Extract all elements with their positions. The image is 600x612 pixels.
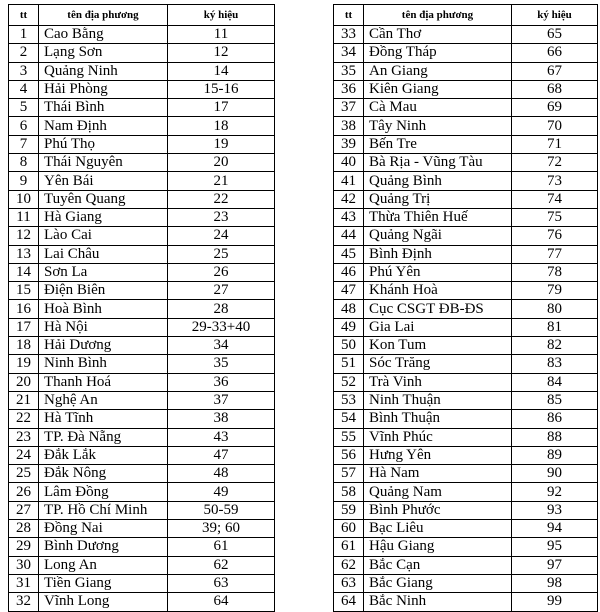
- province-name: Nam Định: [39, 117, 168, 135]
- plate-code: 38: [168, 410, 275, 428]
- plate-code: 77: [512, 245, 598, 263]
- province-name: Gia Lai: [364, 318, 512, 336]
- province-name: Cần Thơ: [364, 26, 512, 44]
- table-row: [334, 263, 598, 281]
- row-number: 4: [9, 80, 39, 98]
- plate-code: 78: [512, 263, 598, 281]
- plate-code: 48: [168, 465, 275, 483]
- province-name: Bắc Giang: [364, 574, 512, 592]
- row-number: 3: [9, 62, 39, 80]
- row-number: 45: [334, 245, 364, 263]
- row-number: 39: [334, 135, 364, 153]
- plate-code: 95: [512, 538, 598, 556]
- plate-code: 37: [168, 391, 275, 409]
- row-number: 62: [334, 556, 364, 574]
- plate-code: 72: [512, 154, 598, 172]
- row-number: 6: [9, 117, 39, 135]
- province-name: Long An: [39, 556, 168, 574]
- row-number: 5: [9, 99, 39, 117]
- table-row: [334, 26, 598, 44]
- province-name: Tiền Giang: [39, 574, 168, 592]
- province-name: Lào Cai: [39, 227, 168, 245]
- table-row: [9, 501, 275, 519]
- province-name: Thừa Thiên Huế: [364, 208, 512, 226]
- table-row: [9, 263, 275, 281]
- plate-code: 64: [168, 593, 275, 611]
- province-name: Phú Thọ: [39, 135, 168, 153]
- table-row: [9, 538, 275, 556]
- table-row: [9, 337, 275, 355]
- plate-code: 74: [512, 190, 598, 208]
- row-number: 15: [9, 282, 39, 300]
- row-number: 29: [9, 538, 39, 556]
- table-row: [9, 520, 275, 538]
- header-name: tên địa phương: [39, 5, 168, 26]
- row-number: 35: [334, 62, 364, 80]
- province-name: Tuyên Quang: [39, 190, 168, 208]
- table-row: [9, 154, 275, 172]
- row-number: 37: [334, 99, 364, 117]
- table-row: [334, 520, 598, 538]
- plate-code: 93: [512, 501, 598, 519]
- table-row: [334, 135, 598, 153]
- plate-code: 49: [168, 483, 275, 501]
- province-name: Lâm Đồng: [39, 483, 168, 501]
- row-number: 2: [9, 44, 39, 62]
- province-name: Bình Dương: [39, 538, 168, 556]
- plate-code: 84: [512, 373, 598, 391]
- plate-code: 83: [512, 355, 598, 373]
- province-name: TP. Hồ Chí Minh: [39, 501, 168, 519]
- row-number: 28: [9, 520, 39, 538]
- table-row: [334, 410, 598, 428]
- table-row: [334, 465, 598, 483]
- table-row: [334, 300, 598, 318]
- plate-code: 69: [512, 99, 598, 117]
- table-row: [9, 574, 275, 592]
- plate-code: 76: [512, 227, 598, 245]
- plate-code: 67: [512, 62, 598, 80]
- table-row: [9, 245, 275, 263]
- table-row: [9, 556, 275, 574]
- table-row: [9, 80, 275, 98]
- table-row: [9, 172, 275, 190]
- table-row: [334, 62, 598, 80]
- row-number: 27: [9, 501, 39, 519]
- row-number: 63: [334, 574, 364, 592]
- province-name: Điện Biên: [39, 282, 168, 300]
- plate-code: 25: [168, 245, 275, 263]
- table-row: [9, 135, 275, 153]
- table-row: [9, 355, 275, 373]
- table-row: [334, 318, 598, 336]
- plate-code: 73: [512, 172, 598, 190]
- province-name: An Giang: [364, 62, 512, 80]
- plate-code: 28: [168, 300, 275, 318]
- table-row: [334, 373, 598, 391]
- row-number: 26: [9, 483, 39, 501]
- row-number: 41: [334, 172, 364, 190]
- row-number: 49: [334, 318, 364, 336]
- row-number: 58: [334, 483, 364, 501]
- table-row: [334, 574, 598, 592]
- plate-code: 99: [512, 593, 598, 611]
- province-name: Thái Bình: [39, 99, 168, 117]
- row-number: 22: [9, 410, 39, 428]
- plate-code: 97: [512, 556, 598, 574]
- row-number: 51: [334, 355, 364, 373]
- province-name: Đắk Nông: [39, 465, 168, 483]
- province-name: Quảng Bình: [364, 172, 512, 190]
- row-number: 23: [9, 428, 39, 446]
- province-name: Lạng Sơn: [39, 44, 168, 62]
- table-row: [334, 80, 598, 98]
- province-name: TP. Đà Nẵng: [39, 428, 168, 446]
- plate-code: 61: [168, 538, 275, 556]
- plate-code: 47: [168, 446, 275, 464]
- row-number: 16: [9, 300, 39, 318]
- row-number: 47: [334, 282, 364, 300]
- plate-code: 19: [168, 135, 275, 153]
- table-row: [9, 62, 275, 80]
- plate-code: 81: [512, 318, 598, 336]
- table-body-left: [9, 26, 275, 612]
- row-number: 33: [334, 26, 364, 44]
- province-name: Thanh Hoá: [39, 373, 168, 391]
- table-row: [334, 190, 598, 208]
- header-row: [334, 5, 598, 26]
- province-name: Vĩnh Phúc: [364, 428, 512, 446]
- province-name: Bình Định: [364, 245, 512, 263]
- table-row: [9, 373, 275, 391]
- row-number: 57: [334, 465, 364, 483]
- row-number: 9: [9, 172, 39, 190]
- province-name: Thái Nguyên: [39, 154, 168, 172]
- table-row: [334, 208, 598, 226]
- row-number: 61: [334, 538, 364, 556]
- row-number: 25: [9, 465, 39, 483]
- row-number: 1: [9, 26, 39, 44]
- province-name: Đắk Lắk: [39, 446, 168, 464]
- province-name: Bắc Cạn: [364, 556, 512, 574]
- header-row: [9, 5, 275, 26]
- table-row: [9, 44, 275, 62]
- plate-code: 18: [168, 117, 275, 135]
- province-name: Lai Châu: [39, 245, 168, 263]
- table-row: [334, 337, 598, 355]
- table-row: [334, 282, 598, 300]
- table-row: [9, 208, 275, 226]
- plate-code: 15-16: [168, 80, 275, 98]
- table-row: [9, 227, 275, 245]
- plate-code: 43: [168, 428, 275, 446]
- header-tt: tt: [9, 5, 39, 26]
- table-row: [9, 391, 275, 409]
- plate-code: 17: [168, 99, 275, 117]
- row-number: 14: [9, 263, 39, 281]
- province-name: Quảng Trị: [364, 190, 512, 208]
- table-row: [9, 446, 275, 464]
- province-name: Trà Vinh: [364, 373, 512, 391]
- province-name: Nghệ An: [39, 391, 168, 409]
- row-number: 10: [9, 190, 39, 208]
- table-row: [334, 428, 598, 446]
- plate-code: 70: [512, 117, 598, 135]
- province-name: Bến Tre: [364, 135, 512, 153]
- province-name: Cà Mau: [364, 99, 512, 117]
- row-number: 24: [9, 446, 39, 464]
- row-number: 38: [334, 117, 364, 135]
- province-name: Hà Tĩnh: [39, 410, 168, 428]
- row-number: 53: [334, 391, 364, 409]
- plate-code: 22: [168, 190, 275, 208]
- table-row: [9, 428, 275, 446]
- table-row: [9, 300, 275, 318]
- province-name: Bắc Ninh: [364, 593, 512, 611]
- plate-code: 66: [512, 44, 598, 62]
- table-row: [334, 154, 598, 172]
- table-row: [9, 318, 275, 336]
- row-number: 40: [334, 154, 364, 172]
- plate-code: 79: [512, 282, 598, 300]
- plate-code: 39; 60: [168, 520, 275, 538]
- province-name: Quảng Ninh: [39, 62, 168, 80]
- plate-code: 62: [168, 556, 275, 574]
- plate-code: 21: [168, 172, 275, 190]
- province-name: Quảng Ngãi: [364, 227, 512, 245]
- plate-code: 65: [512, 26, 598, 44]
- plate-code: 11: [168, 26, 275, 44]
- row-number: 12: [9, 227, 39, 245]
- row-number: 31: [9, 574, 39, 592]
- plate-code: 82: [512, 337, 598, 355]
- table-row: [9, 282, 275, 300]
- province-name: Cao Bằng: [39, 26, 168, 44]
- plate-table-right: [333, 4, 598, 612]
- plate-code: 35: [168, 355, 275, 373]
- province-name: Bạc Liêu: [364, 520, 512, 538]
- table-row: [334, 593, 598, 611]
- table-row: [9, 410, 275, 428]
- plate-code: 88: [512, 428, 598, 446]
- province-name: Hà Giang: [39, 208, 168, 226]
- plate-table-left: [8, 4, 275, 612]
- plate-code: 20: [168, 154, 275, 172]
- province-name: Bình Phước: [364, 501, 512, 519]
- table-row: [9, 190, 275, 208]
- province-name: Đồng Tháp: [364, 44, 512, 62]
- table-row: [334, 117, 598, 135]
- table-row: [334, 227, 598, 245]
- header-name: tên địa phương: [364, 5, 512, 26]
- row-number: 34: [334, 44, 364, 62]
- province-name: Cục CSGT ĐB-ĐS: [364, 300, 512, 318]
- row-number: 55: [334, 428, 364, 446]
- plate-code: 34: [168, 337, 275, 355]
- plate-code: 26: [168, 263, 275, 281]
- table-row: [334, 556, 598, 574]
- row-number: 18: [9, 337, 39, 355]
- province-name: Hải Dương: [39, 337, 168, 355]
- province-name: Hậu Giang: [364, 538, 512, 556]
- table-row: [9, 593, 275, 611]
- plate-code: 63: [168, 574, 275, 592]
- province-name: Ninh Thuận: [364, 391, 512, 409]
- row-number: 43: [334, 208, 364, 226]
- table-row: [9, 26, 275, 44]
- table-row: [334, 391, 598, 409]
- plate-code: 50-59: [168, 501, 275, 519]
- province-name: Hưng Yên: [364, 446, 512, 464]
- plate-code: 80: [512, 300, 598, 318]
- plate-code: 14: [168, 62, 275, 80]
- province-name: Hà Nội: [39, 318, 168, 336]
- table-row: [334, 172, 598, 190]
- row-number: 42: [334, 190, 364, 208]
- province-name: Quảng Nam: [364, 483, 512, 501]
- row-number: 52: [334, 373, 364, 391]
- table-row: [334, 446, 598, 464]
- table-row: [334, 538, 598, 556]
- plate-code: 12: [168, 44, 275, 62]
- plate-code: 90: [512, 465, 598, 483]
- province-name: Kiên Giang: [364, 80, 512, 98]
- plate-code: 89: [512, 446, 598, 464]
- plate-code: 75: [512, 208, 598, 226]
- table-body-right: [334, 26, 598, 612]
- row-number: 11: [9, 208, 39, 226]
- table-row: [334, 44, 598, 62]
- plate-code: 94: [512, 520, 598, 538]
- row-number: 32: [9, 593, 39, 611]
- row-number: 17: [9, 318, 39, 336]
- table-row: [9, 483, 275, 501]
- province-name: Vĩnh Long: [39, 593, 168, 611]
- row-number: 54: [334, 410, 364, 428]
- table-row: [9, 465, 275, 483]
- row-number: 44: [334, 227, 364, 245]
- row-number: 21: [9, 391, 39, 409]
- plate-code: 29-33+40: [168, 318, 275, 336]
- row-number: 50: [334, 337, 364, 355]
- plate-code: 98: [512, 574, 598, 592]
- province-name: Ninh Bình: [39, 355, 168, 373]
- plate-code: 24: [168, 227, 275, 245]
- plate-code: 71: [512, 135, 598, 153]
- province-name: Phú Yên: [364, 263, 512, 281]
- plate-code: 85: [512, 391, 598, 409]
- province-name: Yên Bái: [39, 172, 168, 190]
- plate-code: 68: [512, 80, 598, 98]
- province-name: Hà Nam: [364, 465, 512, 483]
- province-name: Khánh Hoà: [364, 282, 512, 300]
- table-row: [334, 355, 598, 373]
- row-number: 48: [334, 300, 364, 318]
- row-number: 59: [334, 501, 364, 519]
- table-row: [334, 245, 598, 263]
- plate-code: 92: [512, 483, 598, 501]
- row-number: 20: [9, 373, 39, 391]
- row-number: 56: [334, 446, 364, 464]
- province-name: Đồng Nai: [39, 520, 168, 538]
- row-number: 30: [9, 556, 39, 574]
- row-number: 8: [9, 154, 39, 172]
- header-code: ký hiệu: [168, 5, 275, 26]
- province-name: Kon Tum: [364, 337, 512, 355]
- header-tt: tt: [334, 5, 364, 26]
- plate-code: 86: [512, 410, 598, 428]
- row-number: 7: [9, 135, 39, 153]
- row-number: 46: [334, 263, 364, 281]
- province-name: Bà Rịa - Vũng Tàu: [364, 154, 512, 172]
- plate-code: 36: [168, 373, 275, 391]
- header-code: ký hiệu: [512, 5, 598, 26]
- row-number: 36: [334, 80, 364, 98]
- row-number: 64: [334, 593, 364, 611]
- province-name: Tây Ninh: [364, 117, 512, 135]
- table-row: [334, 483, 598, 501]
- table-row: [9, 99, 275, 117]
- province-name: Sóc Trăng: [364, 355, 512, 373]
- row-number: 19: [9, 355, 39, 373]
- row-number: 13: [9, 245, 39, 263]
- table-row: [334, 501, 598, 519]
- table-row: [334, 99, 598, 117]
- table-row: [9, 117, 275, 135]
- row-number: 60: [334, 520, 364, 538]
- plate-code: 23: [168, 208, 275, 226]
- plate-code: 27: [168, 282, 275, 300]
- province-name: Hoà Bình: [39, 300, 168, 318]
- province-name: Sơn La: [39, 263, 168, 281]
- province-name: Hải Phòng: [39, 80, 168, 98]
- province-name: Bình Thuận: [364, 410, 512, 428]
